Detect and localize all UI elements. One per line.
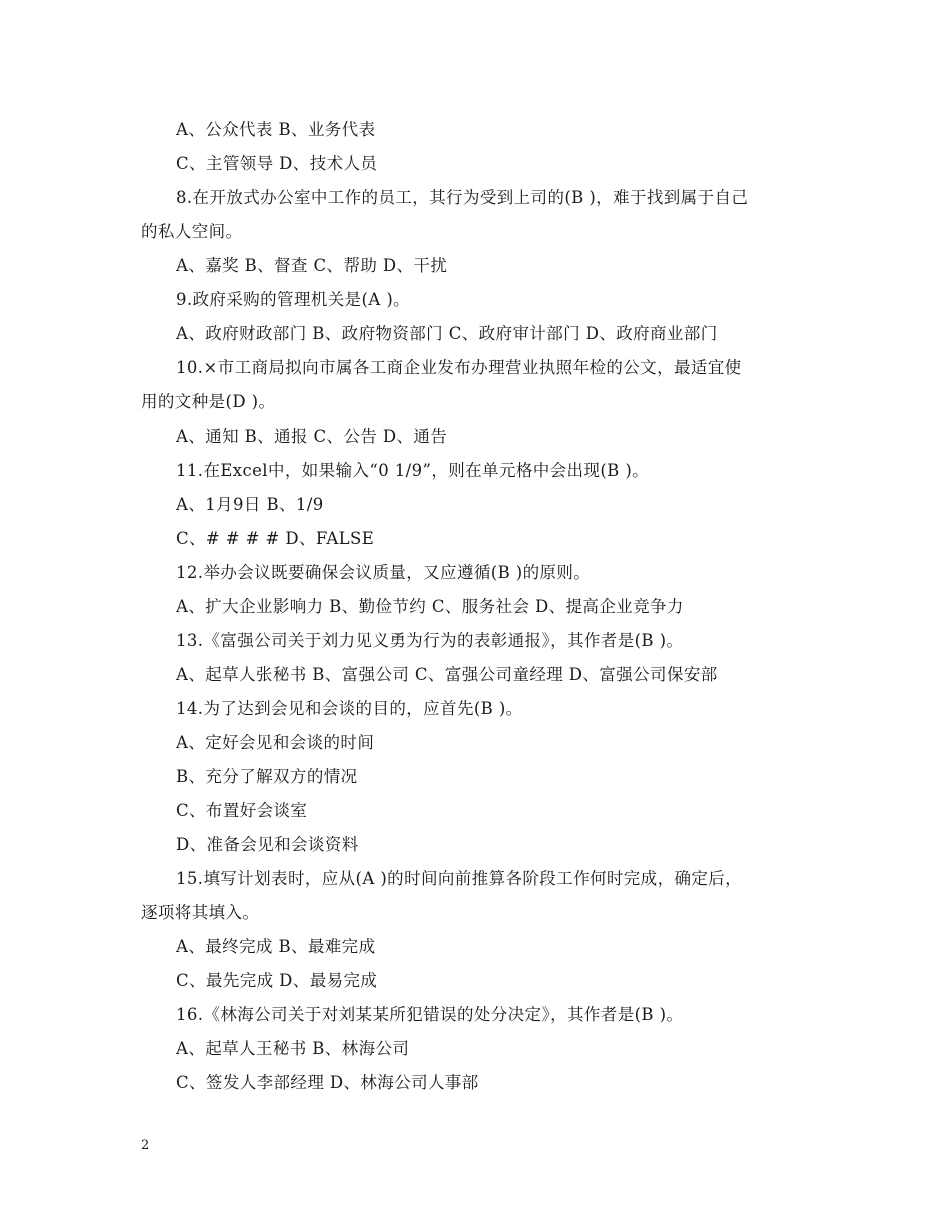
question-14: 14.为了达到会见和会谈的目的，应首先(B )。 (176, 699, 523, 718)
question-12: 12.举办会议既要确保会议质量，又应遵循(B )的原则。 (176, 563, 591, 582)
option-line: B、充分了解双方的情况 (176, 767, 358, 786)
question-15-continued: 逐项将其填入。 (141, 903, 260, 922)
question-13: 13.《富强公司关于刘力见义勇为行为的表彰通报》，其作者是(B )。 (176, 631, 684, 650)
question-8-continued: 的私人空间。 (141, 222, 243, 241)
option-line: A、通知 B、通报 C、公告 D、通告 (176, 427, 448, 446)
option-line: A、扩大企业影响力 B、勤俭节约 C、服务社会 D、提高企业竞争力 (176, 597, 684, 616)
option-line: A、定好会见和会谈的时间 (176, 733, 375, 752)
option-line: A、政府财政部门 B、政府物资部门 C、政府审计部门 D、政府商业部门 (176, 324, 718, 343)
option-line: C、签发人李部经理 D、林海公司人事部 (176, 1073, 479, 1092)
option-line: C、# # # # D、FALSE (176, 529, 375, 548)
option-line: A、最终完成 B、最难完成 (176, 937, 376, 956)
option-line: A、起草人张秘书 B、富强公司 C、富强公司童经理 D、富强公司保安部 (176, 665, 718, 684)
page-number: 2 (141, 1138, 150, 1153)
question-10: 10.×市工商局拟向市属各工商企业发布办理营业执照年检的公文，最适宜使 (176, 358, 742, 377)
question-10-continued: 用的文种是(D )。 (141, 392, 276, 411)
option-line: A、起草人王秘书 B、林海公司 (176, 1039, 410, 1058)
option-line: A、嘉奖 B、督查 C、帮助 D、干扰 (176, 256, 448, 275)
option-line: C、布置好会谈室 (176, 801, 308, 820)
question-16: 16.《林海公司关于对刘某某所犯错误的处分决定》，其作者是(B )。 (176, 1005, 684, 1024)
question-9: 9.政府采购的管理机关是(A )。 (176, 290, 411, 309)
option-line: C、主管领导 D、技术人员 (176, 154, 378, 173)
option-line: C、最先完成 D、最易完成 (176, 971, 378, 990)
question-11: 11.在Excel中，如果输入“0 1/9”，则在单元格中会出现(B )。 (176, 461, 650, 480)
option-line: A、公众代表 B、业务代表 (176, 120, 376, 139)
option-line: D、准备会见和会谈资料 (176, 835, 359, 854)
question-8: 8.在开放式办公室中工作的员工，其行为受到上司的(B )，难于找到属于自己 (176, 188, 749, 207)
option-line: A、1月9日 B、1/9 (176, 495, 324, 514)
question-15: 15.填写计划表时，应从(A )的时间向前推算各阶段工作何时完成，确定后， (176, 869, 743, 888)
